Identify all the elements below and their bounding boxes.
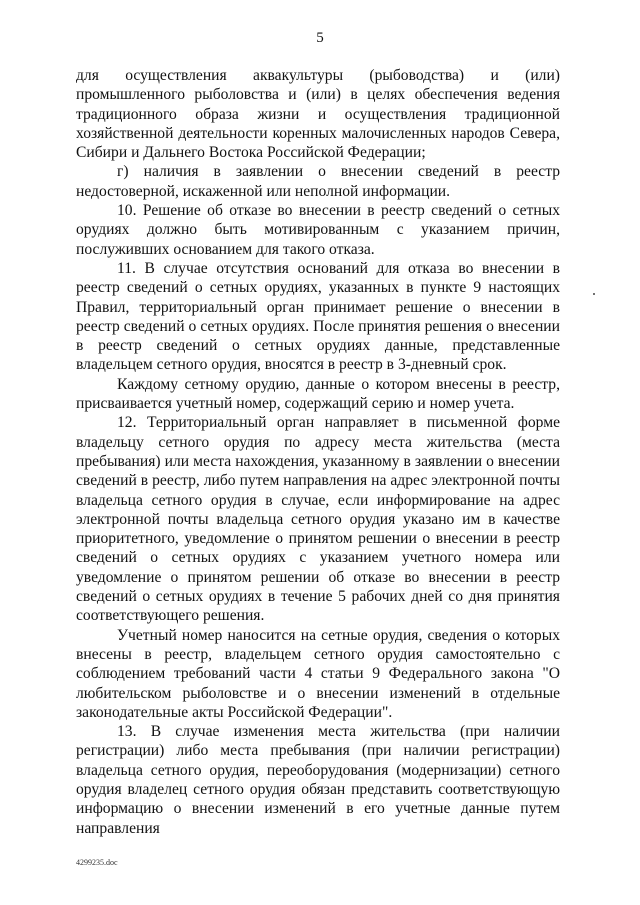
paragraph-13: 13. В случае изменения места жительства (при наличии регистрации) либо места пребывания (при наличии регистрации) владельца сетного орудия, переоборудования (модернизации) сетного орудия владелец сетного орудия обязан представить соответствующую информацию о внесении изменений в его учетные данные путем направления	[76, 723, 560, 837]
paragraph-10: 10. Решение об отказе во внесении в реестр сведений о сетных орудиях должно быть мотивированным с указанием причин, послуживших основанием для такого отказа.	[76, 202, 560, 258]
margin-dot	[593, 293, 595, 295]
paragraph-item-g: г) наличия в заявлении о внесении сведений в реестр недостоверной, искаженной или неполной информации.	[76, 163, 560, 200]
page-number: 5	[316, 30, 324, 46]
paragraph-11-cont: Каждому сетному орудию, данные о котором внесены в реестр, присваивается учетный номер, содержащий серию и номер учета.	[76, 375, 560, 413]
paragraph-11: 11. В случае отсутствия оснований для отказа во внесении в реестр сведений о сетных орудиях, указанных в пункте 9 настоящих Правил, территориальный орган принимает решение о внесении в реестр сведений о сетных орудиях. После принятия решения о внесении в реестр сведений о сетных орудиях данные, представленные владельцем сетного орудия, вносятся в реестр в 3-дневный срок.	[76, 259, 560, 374]
paragraph-12: 12. Территориальный орган направляет в письменной форме владельцу сетного орудия по адресу места жительства (места пребывания) или места нахождения, указанному в заявлении о внесении сведений в реестр, либо путем направления на адрес электронной почты владельца сетного орудия в случае, если информирование на адрес электронной почты владельца сетного орудия указано им в качестве приоритетного, уведомление о принятом решении о внесении в реестр сведений о сетных орудиях с указанием учетного номера или уведомление о принятом решении об отказе во внесении в реестр сведений о сетных орудиях в течение 5 рабочих дней со дня принятия соответствующего решения.	[76, 414, 560, 625]
document-code: 4299235.doc	[76, 858, 118, 867]
document-body	[76, 66, 560, 838]
paragraph-12-cont: Учетный номер наносится на сетные орудия, сведения о которых внесены в реестр, владельцем сетного орудия самостоятельно с соблюдением требований части 4 статьи 9 Федерального закона "О любительском рыболовстве и о внесении изменений в отдельные законодательные акты Российской Федерации".	[76, 626, 560, 721]
paragraph-continuation: для осуществления аквакультуры (рыбоводства) и (или) промышленного рыболовства и (или) в целях обеспечения ведения традиционного образа жизни и осуществления традиционной хозяйственной деятельности коренных малочисленных народов Севера, Сибири и Дальнего Востока Российской Федерации;	[76, 67, 560, 162]
